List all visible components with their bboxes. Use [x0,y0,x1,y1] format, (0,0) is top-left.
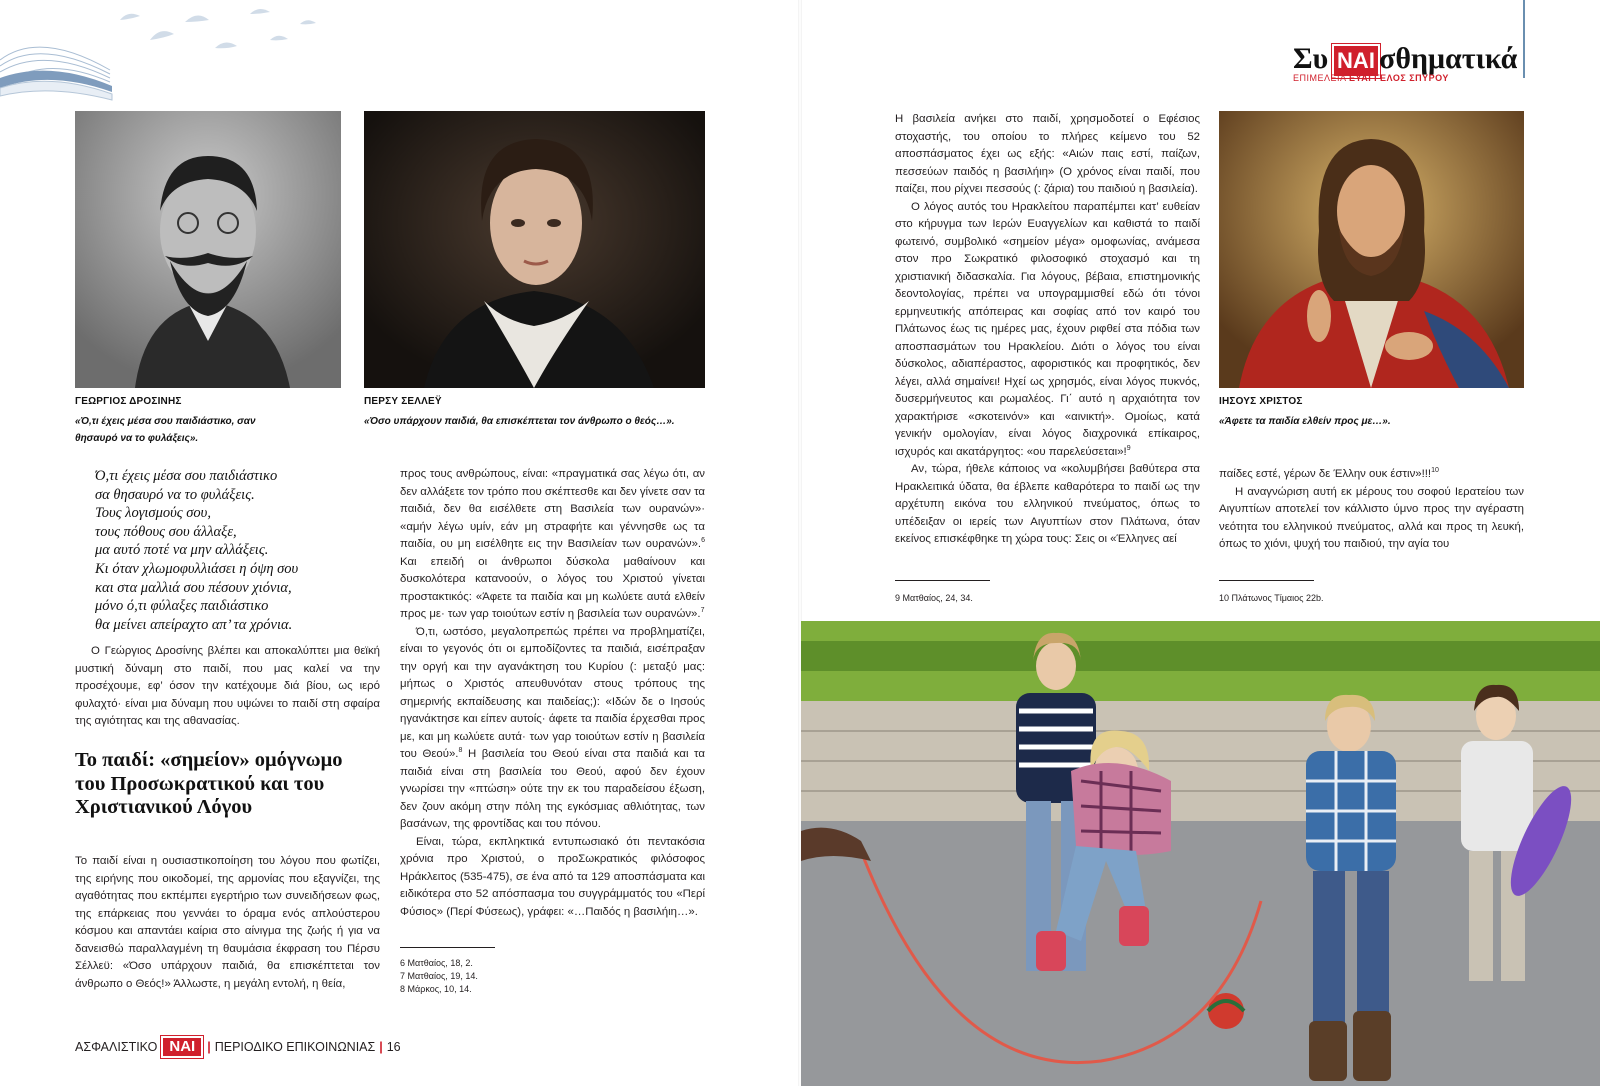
magazine-logo [1293,42,1518,92]
paragraph: προς τους ανθρώπους, είναι: «πραγματικά σας λέγω ότι, αν δεν αλλάξετε τον τρόπο που σκέπτεσθε και δεν γίνετε σαν τα παιδιά, δεν θα εισέλθετε στη Βασιλεία των ουρανών»· «αμήν λέγω υμίν, εάν μη στραφήτε και γέννησθε ως τα παιδία, ου μη εισέλθητε εις την Βασιλείαν των ουρανών».$^6$ Και επειδή οι άνθρωποι δύσκολα μαθαίνουν και δυσκολότερα κατανοούν, ο λόγος του Χριστού γίνεται προστακτικός: «Άφετε τα παιδία και μη κωλύετε αυτά ελθείν προς με· των γαρ τοιούτων εστίν η βασιλεία των ουρανών».$^7$ [400,468,705,620]
portrait-drosinis [75,111,341,388]
column-4 [1219,466,1524,554]
logo-rule [1523,0,1525,78]
paragraph: Ο Γεώργιος Δροσίνης βλέπει και αποκαλύπτει μια θεϊκή μυστική δύναμη στο παιδί, που μας καλεί να την προσέχουμε, εφ’ όσον την κατέχουμε διά βίου, ως ιερό φυλαχτό· είναι μια δύναμη που υψώνει το παιδί στη σφαίρα της αγιότητας και της αθανασίας. [75,645,380,727]
poem [95,467,375,634]
footnote-ref: 6 [701,537,705,545]
footer-separator: | [379,1040,383,1054]
footer-nai-logo: ΝΑΙ [161,1036,203,1058]
poem-line: μα αυτό ποτέ να μην αλλάξεις. [95,542,269,559]
page-footer [75,1036,401,1058]
logo-su: Συ [1293,42,1329,75]
logo-subtitle: ΕΠΙΜΕΛΕΙΑ ΕΥΑΓΓΕΛΟΣ ΣΠΥΡΟΥ [1293,73,1449,83]
paragraph: Ό,τι, ωστόσο, μεγαλοπρεπώς πρέπει να προβληματίζει, είναι το γεγονός ότι οι εμποδίζοντες τα παιδιά, εισέπραξαν την οργή και την αγανάκτηση του Κυρίου (: μεταξύ μας: μήπως ο Χριστός απευθυνόταν στους τρόπους της σημερινής εκπαίδευσης και παιδείας;): «Ιδών δε ο Ιησούς ηγανάκτησε και είπεν αυτοίς· άφετε τα παιδία έρχεσθαι προς με, και μη κωλύετε αυτά· των γαρ τοιούτων εστίν η βασιλεία του Θεού».$^8$ Η βασιλεία του Θεού είναι στα παιδιά και τα παιδιά είναι στη βασιλεία του Θεού, αφού δεν έχουν γνωρίσει την «πτώση» ούτε την εκ του παραδείσου έξωση, δεν ζουν ακόμη στην πόλη της εγκόσμιας αθλιότητας, των βασάνων, της φροντίδας και του πόνου. [400,625,705,830]
caption-quote-1: «Ό,τι έχεις μέσα σου παιδιάστικο, σαν θησαυρό να το φυλάξεις». [75,416,256,444]
caption-name-2: ΠΕΡΣΥ ΣΕΛΛΕΫ [364,396,442,407]
column-3 [895,111,1200,549]
paragraph: Η βασιλεία ανήκει στο παιδί, χρησμοδοτεί ο Εφέσιος στοχαστής, του οποίου το πλήρες κείμενο του 52 αποσπάσματος έχει ως εξής: «Αιών παις εστί, παίζων, πεσσεύων παιδός η βασιλήιη» (Ο χρόνος είναι παιδί, που παίζει, που ρίχνει πεσσούς (: ζάρια) του παιδιού η βασιλεία). [895,113,1200,195]
footnote-ref: 10 [1431,467,1439,475]
children-jump-rope-photo [801,621,1600,1086]
portrait-shelley [364,111,705,388]
poem-line: Ό,τι έχεις μέσα σου παιδιάστικο [95,468,278,484]
footnote-rule [400,947,495,948]
footnotes-col2: 6 Ματθαίος, 18, 2. 7 Ματθαίος, 19, 14. 8 Μάρκος, 10, 14. [400,958,478,994]
footnote-ref: 7 [700,607,705,615]
paragraph: Ο λόγος αυτός του Ηρακλείτου παραπέμπει κατ’ ευθείαν στο κήρυγμα των Ιερών Ευαγγελίων και καθιστά το παιδί φωτεινό, συμβολικό «σημείον μέγα» ομοφωνίας, ανάμεσα στον προ Σωκρατικό φιλοσοφικό στοχασμό και τη χριστιανική διδασκαλία. Για λόγους, βέβαια, επιστημονικής δεοντολογίας, πρέπει να υπογραμμισθεί εδώ ότι τόνοι ερμηνευτικής απόπειρας και σοφίας από τον καιρό του Πλάτωνος έως τις ημέρες μας, έχουν ριφθεί στα πόδια των αποσπασμάτων του Ηρακλείου. Διότι ο λόγος του είναι δύσκολος, αδιαπέραστος, αφοριστικός και προφητικός, δεν λέγει, αλλά σημαίνει! Ηχεί ως χρησμός, είναι λόγος πυκνός, δυσερμήνευτος και ρωμαλέος. Γι΄ αυτό η αρχαιότητα τον χαρακτήρισε «σκοτεινόν» και «αινικτή». Ομοίως, κατά γενικήν ομολογίαν, είναι λόγος διαχρονικά επίκαιρος, ισχυρός και ακατάργητος: «ου παρελεύσεται»!$^9$ [895,200,1200,458]
caption-quote-2: «Όσο υπάρχουν παιδιά, θα επισκέπτεται τον άνθρωπο ο θεός…». [364,416,675,427]
footnote-ref: 8 [458,747,463,755]
logo-rest: σθηματικά [1379,42,1518,75]
paragraph: παίδες εστέ, γέρων δε Έλλην ουκ έστιν»!!!$^{10}$ [1219,467,1439,480]
section-heading: Το παιδί: «σημείον» ομόγνωμο του Προσωκρατικού και του Χριστιανικού Λόγου [75,749,343,818]
footnote-col3: 9 Ματθαίος, 24, 34. [895,593,973,603]
footnote-col4: 10 Πλάτωνος Τίμαιος 22b. [1219,593,1324,603]
column-2 [400,466,705,921]
paragraph: Η αναγνώριση αυτή εκ μέρους του σοφού Ιερατείου των Αιγυπτίων αποτελεί τον κάλλιστο ύμνο προς την αγέραστη νεότητα του ελληνικού πνεύματος, αλλά και προς τη λευκή, όπως το χιόνι, ψυχή του παιδιού, την αγία του [1219,485,1524,550]
paragraph: Αν, τώρα, ήθελε κάποιος να «κολυμβήσει βαθύτερα στα Ηρακλειτικά ύδατα, θα έβλεπε καθαρότερα το παιδί ως την αρχέτυπη εικόνα του ελληνικού πνεύματος, όπως το υπέδειξαν οι ιερείς των Αιγυπτίων στον Πλάτωνα, όταν εκείνος επισκέφθηκε τη χώρα τους: Σεις οι «Έλληνες αεί [895,463,1200,545]
poem-line: θα μείνει απείραχτο απ’ τα χρόνια. [95,616,293,633]
footer-separator: | [207,1040,211,1054]
footer-left: ΑΣΦΑΛΙΣΤΙΚΟ [75,1040,158,1054]
poem-line: και στα μαλλιά σου πέσουν χιόνια, [95,579,292,596]
caption-quote-3: «Άφετε τα παιδία ελθείν προς με…». [1219,416,1391,427]
caption-name-3: ΙΗΣΟΥΣ ΧΡΙΣΤΟΣ [1219,396,1303,407]
page-number: 16 [386,1040,401,1054]
footnote-rule [895,580,990,581]
poem-line: σα θησαυρό να το φυλάξεις. [95,486,255,503]
paragraph: Είναι, τώρα, εκπληκτικά εντυπωσιακό ότι πεντακόσια χρόνια προ Χριστού, ο προΣωκρατικός φιλόσοφος Ηράκλειτος (535-475), σε ένα από τα 129 αποσπάσματα και ειδικότερα στο 52 απόσπασμα του συγγράμματός του «Περί Φύσιος» (Περί Φύσεως), γράφει: «…Παιδός η βασιλήιη…». [400,835,705,918]
column-1-bottom [75,853,380,993]
column-1-top [75,643,380,731]
footer-magazine: ΠΕΡΙΟΔΙΚΟ ΕΠΙΚΟΙΝΩΝΙΑΣ [214,1040,376,1054]
logo-nai: ΝΑΙ [1332,44,1380,78]
portrait-jesus [1219,111,1524,388]
footnote-ref: 9 [1126,444,1131,452]
footnote-rule [1219,580,1314,581]
poem-line: τους πόθους σου άλλαξε, [95,523,237,540]
paragraph: Το παιδί είναι η ουσιαστικοποίηση του λόγου που φωτίζει, της ειρήνης που οικοδομεί, της αρμονίας που εξαγνίζει, της αγαθότητας που εκπέμπει εγερτήριο των συνειδήσεων φως, της επάρκειας που γεννάει το όραμα ενός απλούστερου κόσμου και απαντάει καίρια στο αίνιγμα της ζωής ή για να δανεισθώ παραλλαγμένη τη θαυμάσια έκφραση του Πέρσυ Σέλλεϋ: «Όσο υπάρχουν παιδιά, θα επισκέπτεται τον άνθρωπο ο Θεός!» Άλλωστε, η μεγάλη εντολή, η θεία, [75,855,380,990]
book-decoration [0,0,340,110]
poem-line: Κι όταν χλωμοφυλλιάσει η όψη σου [95,560,299,577]
poem-line: Τους λογισμούς σου, [95,505,211,522]
poem-line: μόνο ό,τι φύλαξες παιδιάστικο [95,598,269,615]
caption-name-1: ΓΕΩΡΓΙΟΣ ΔΡΟΣΙΝΗΣ [75,396,182,407]
